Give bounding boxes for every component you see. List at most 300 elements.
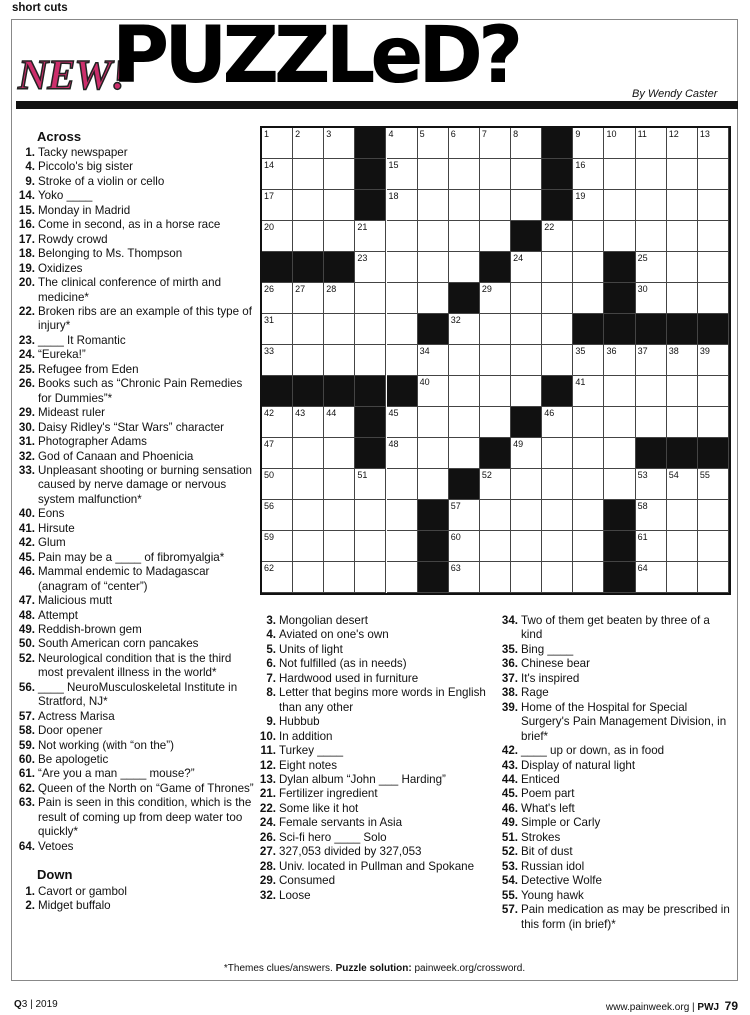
clue-number: 51.	[501, 830, 518, 844]
clue-number: 52.	[501, 845, 518, 859]
grid-cell[interactable]	[387, 500, 418, 531]
grid-cell[interactable]	[604, 407, 635, 438]
cell-number: 61	[637, 532, 648, 542]
cell-number: 50	[264, 470, 275, 480]
clue-text: Oxidizes	[38, 261, 83, 275]
down-clues-col-3	[494, 614, 734, 932]
grid-cell[interactable]	[418, 221, 449, 252]
clue-number: 12.	[259, 758, 276, 772]
grid-cell[interactable]	[293, 159, 324, 190]
grid-cell[interactable]	[542, 221, 573, 252]
grid-cell[interactable]	[449, 531, 480, 562]
grid-cell[interactable]	[387, 128, 418, 159]
grid-cell[interactable]	[418, 438, 449, 469]
grid-cell[interactable]	[324, 159, 355, 190]
grid-cell[interactable]	[262, 159, 293, 190]
down-clue	[494, 787, 734, 801]
clue-text: ____ NeuroMusculoskeletal Institute in Stratford, NJ*	[38, 680, 238, 709]
grid-cell[interactable]	[418, 376, 449, 407]
grid-cell[interactable]	[449, 252, 480, 283]
grid-cell[interactable]	[480, 562, 511, 593]
grid-cell[interactable]	[293, 531, 324, 562]
grid-cell[interactable]	[698, 531, 729, 562]
grid-block	[636, 314, 667, 345]
clue-number: 57.	[18, 709, 35, 723]
grid-cell[interactable]	[387, 190, 418, 221]
clue-number: 29.	[259, 874, 276, 888]
grid-cell[interactable]	[480, 314, 511, 345]
cell-number: 3	[326, 129, 332, 139]
footer-url: www.painweek.org |	[605, 1002, 695, 1013]
grid-cell[interactable]	[511, 252, 542, 283]
grid-cell[interactable]	[262, 190, 293, 221]
clue-number: 20.	[18, 276, 35, 290]
grid-cell[interactable]	[262, 562, 293, 593]
grid-block	[449, 283, 480, 314]
grid-cell[interactable]	[418, 252, 449, 283]
grid-cell[interactable]	[324, 314, 355, 345]
grid-cell[interactable]	[324, 128, 355, 159]
grid-cell[interactable]	[542, 314, 573, 345]
grid-cell[interactable]	[542, 562, 573, 593]
grid-cell[interactable]	[636, 221, 667, 252]
grid-cell[interactable]	[262, 469, 293, 500]
grid-cell[interactable]	[387, 314, 418, 345]
grid-cell[interactable]	[293, 190, 324, 221]
cell-number: 12	[668, 129, 679, 139]
grid-cell[interactable]	[293, 221, 324, 252]
cell-number: 43	[295, 408, 306, 418]
grid-cell[interactable]	[418, 469, 449, 500]
grid-cell[interactable]	[667, 469, 698, 500]
grid-block	[418, 314, 449, 345]
across-clue	[11, 146, 256, 160]
clue-number: 61.	[18, 767, 35, 781]
grid-cell[interactable]	[573, 438, 604, 469]
clue-text: Chinese bear	[521, 657, 590, 671]
grid-cell[interactable]	[262, 407, 293, 438]
grid-cell[interactable]	[636, 407, 667, 438]
clue-text: Bit of dust	[521, 845, 573, 859]
clue-number: 55.	[501, 888, 518, 902]
grid-cell[interactable]	[480, 283, 511, 314]
clue-text: Neurological condition that is the third most prevalent illness in the world*	[38, 651, 232, 680]
cell-number: 36	[606, 346, 617, 356]
grid-cell[interactable]	[542, 345, 573, 376]
grid-cell[interactable]	[604, 221, 635, 252]
grid-block	[698, 314, 729, 345]
grid-cell[interactable]	[542, 252, 573, 283]
grid-cell[interactable]	[573, 562, 604, 593]
grid-cell[interactable]	[355, 345, 386, 376]
grid-cell[interactable]	[667, 128, 698, 159]
down-clue	[494, 614, 734, 643]
grid-cell[interactable]	[698, 283, 729, 314]
grid-cell[interactable]	[324, 345, 355, 376]
grid-block	[604, 252, 635, 283]
grid-cell[interactable]	[262, 531, 293, 562]
clue-text: Female servants in Asia	[279, 816, 403, 830]
grid-cell[interactable]	[604, 376, 635, 407]
across-clue	[11, 406, 256, 420]
grid-cell[interactable]	[698, 221, 729, 252]
grid-cell[interactable]	[698, 376, 729, 407]
grid-cell[interactable]	[387, 221, 418, 252]
clue-text: The clinical conference of mirth and medicine*	[38, 276, 222, 304]
grid-cell[interactable]	[698, 407, 729, 438]
grid-cell[interactable]	[387, 345, 418, 376]
clue-text: Loose	[279, 888, 311, 902]
across-clue	[11, 739, 256, 753]
grid-cell[interactable]	[262, 128, 293, 159]
across-clue	[11, 710, 256, 724]
grid-cell[interactable]	[480, 376, 511, 407]
grid-cell[interactable]	[698, 562, 729, 593]
grid-cell[interactable]	[293, 500, 324, 531]
grid-cell[interactable]	[511, 159, 542, 190]
grid-cell[interactable]	[636, 469, 667, 500]
grid-cell[interactable]	[480, 221, 511, 252]
cell-number: 15	[388, 160, 399, 170]
grid-cell[interactable]	[542, 469, 573, 500]
grid-cell[interactable]	[449, 159, 480, 190]
grid-cell[interactable]	[698, 128, 729, 159]
grid-cell[interactable]	[511, 314, 542, 345]
down-clue	[494, 860, 734, 874]
clue-number: 11.	[260, 744, 276, 758]
grid-cell[interactable]	[511, 500, 542, 531]
grid-cell[interactable]	[480, 128, 511, 159]
grid-cell[interactable]	[418, 345, 449, 376]
grid-cell[interactable]	[667, 500, 698, 531]
grid-cell[interactable]	[387, 562, 418, 593]
down-clue	[252, 773, 496, 787]
across-clue	[11, 377, 256, 406]
grid-cell[interactable]	[573, 469, 604, 500]
across-clue	[11, 334, 256, 348]
cell-number: 17	[264, 191, 275, 201]
grid-cell[interactable]	[604, 159, 635, 190]
grid-cell[interactable]	[573, 128, 604, 159]
grid-cell[interactable]	[573, 221, 604, 252]
clue-number: 28.	[259, 859, 276, 873]
grid-cell[interactable]	[511, 438, 542, 469]
down-clue	[494, 657, 734, 671]
grid-cell[interactable]	[636, 128, 667, 159]
clue-number: 63.	[18, 796, 35, 810]
grid-cell[interactable]	[449, 345, 480, 376]
grid-cell[interactable]	[573, 252, 604, 283]
cell-number: 13	[699, 129, 710, 139]
clue-number: 9.	[25, 174, 35, 188]
cell-number: 46	[544, 408, 555, 418]
grid-cell[interactable]	[573, 190, 604, 221]
grid-cell[interactable]	[293, 128, 324, 159]
down-clue	[494, 802, 734, 816]
clue-text: Midget buffalo	[38, 899, 111, 913]
across-clue	[11, 305, 256, 334]
grid-cell[interactable]	[636, 159, 667, 190]
grid-block	[604, 500, 635, 531]
cell-number: 49	[513, 439, 524, 449]
grid-cell[interactable]	[511, 283, 542, 314]
grid-cell[interactable]	[698, 190, 729, 221]
grid-cell[interactable]	[355, 562, 386, 593]
grid-cell[interactable]	[324, 438, 355, 469]
clue-number: 2.	[25, 899, 35, 913]
grid-cell[interactable]	[542, 283, 573, 314]
down-clue	[252, 874, 496, 888]
grid-cell[interactable]	[262, 283, 293, 314]
clue-number: 50.	[18, 637, 35, 651]
down-clue	[494, 889, 734, 903]
cell-number: 11	[637, 129, 647, 139]
grid-cell[interactable]	[418, 159, 449, 190]
grid-cell[interactable]	[542, 438, 573, 469]
grid-cell[interactable]	[667, 252, 698, 283]
grid-block	[293, 376, 324, 407]
grid-cell[interactable]	[604, 438, 635, 469]
grid-cell[interactable]	[293, 407, 324, 438]
grid-cell[interactable]	[355, 314, 386, 345]
grid-cell[interactable]	[573, 531, 604, 562]
grid-cell[interactable]	[418, 407, 449, 438]
clue-number: 53.	[501, 859, 518, 873]
grid-cell[interactable]	[324, 190, 355, 221]
grid-cell[interactable]	[262, 314, 293, 345]
grid-cell[interactable]	[604, 469, 635, 500]
across-clue	[11, 218, 256, 232]
grid-cell[interactable]	[698, 345, 729, 376]
across-clue	[11, 363, 256, 377]
grid-cell[interactable]	[355, 252, 386, 283]
grid-cell[interactable]	[511, 562, 542, 593]
down-clues-col-2	[252, 614, 496, 903]
clue-number: 34.	[501, 614, 518, 627]
grid-cell[interactable]	[667, 376, 698, 407]
grid-cell[interactable]	[511, 128, 542, 159]
grid-cell[interactable]	[324, 407, 355, 438]
grid-cell[interactable]	[293, 469, 324, 500]
grid-cell[interactable]	[480, 345, 511, 376]
grid-cell[interactable]	[511, 531, 542, 562]
grid-block	[355, 190, 386, 221]
clue-text: Refugee from Eden	[38, 362, 139, 376]
grid-cell[interactable]	[667, 159, 698, 190]
grid-cell[interactable]	[355, 500, 386, 531]
footnote	[11, 963, 738, 974]
grid-cell[interactable]	[542, 407, 573, 438]
grid-cell[interactable]	[262, 221, 293, 252]
clue-text: Dylan album “John ___ Harding”	[279, 772, 446, 786]
clue-number: 47.	[18, 594, 35, 608]
grid-cell[interactable]	[636, 345, 667, 376]
grid-cell[interactable]	[667, 345, 698, 376]
grid-cell[interactable]	[511, 376, 542, 407]
down-clue	[252, 686, 496, 715]
grid-cell[interactable]	[573, 345, 604, 376]
title-rule	[16, 101, 738, 109]
grid-cell[interactable]	[667, 562, 698, 593]
grid-cell[interactable]	[698, 500, 729, 531]
grid-cell[interactable]	[293, 562, 324, 593]
grid-cell[interactable]	[511, 190, 542, 221]
grid-cell[interactable]	[480, 407, 511, 438]
grid-cell[interactable]	[636, 190, 667, 221]
grid-cell[interactable]	[573, 283, 604, 314]
clue-text: Two of them get beaten by three of a kind	[521, 614, 710, 642]
grid-cell[interactable]	[511, 345, 542, 376]
clue-number: 27.	[259, 845, 276, 859]
grid-cell[interactable]	[387, 283, 418, 314]
clue-number: 33.	[18, 463, 35, 477]
grid-block	[604, 283, 635, 314]
grid-cell[interactable]	[604, 345, 635, 376]
grid-cell[interactable]	[262, 345, 293, 376]
grid-cell[interactable]	[355, 221, 386, 252]
grid-cell[interactable]	[355, 469, 386, 500]
down-clue	[494, 643, 734, 657]
clue-text: Mammal endemic to Madagascar (anagram of “center”)	[38, 565, 210, 593]
grid-cell[interactable]	[293, 283, 324, 314]
grid-cell[interactable]	[449, 128, 480, 159]
grid-cell[interactable]	[324, 562, 355, 593]
grid-cell[interactable]	[355, 531, 386, 562]
grid-cell[interactable]	[573, 407, 604, 438]
cell-number: 64	[637, 563, 648, 573]
grid-cell[interactable]	[636, 500, 667, 531]
grid-cell[interactable]	[387, 469, 418, 500]
down-clue	[252, 802, 496, 816]
grid-cell[interactable]	[449, 221, 480, 252]
grid-cell[interactable]	[449, 314, 480, 345]
clue-number: 42.	[501, 744, 518, 758]
grid-cell[interactable]	[542, 531, 573, 562]
grid-cell[interactable]	[324, 500, 355, 531]
grid-block	[604, 562, 635, 593]
grid-cell[interactable]	[324, 283, 355, 314]
clue-number: 26.	[18, 377, 35, 391]
grid-cell[interactable]	[480, 500, 511, 531]
down-clue	[252, 730, 496, 744]
down-clue	[252, 831, 496, 845]
grid-cell[interactable]	[324, 531, 355, 562]
grid-cell[interactable]	[636, 283, 667, 314]
grid-cell[interactable]	[449, 407, 480, 438]
grid-cell[interactable]	[636, 531, 667, 562]
clue-number: 52.	[18, 651, 35, 665]
clue-number: 26.	[259, 830, 276, 844]
across-clue	[11, 522, 256, 536]
grid-cell[interactable]	[293, 314, 324, 345]
clue-number: 7.	[266, 671, 276, 685]
grid-cell[interactable]	[262, 438, 293, 469]
cell-number: 34	[419, 346, 430, 356]
grid-block	[542, 190, 573, 221]
clue-number: 32.	[18, 449, 35, 463]
grid-cell[interactable]	[573, 500, 604, 531]
grid-cell[interactable]	[698, 469, 729, 500]
grid-cell[interactable]	[387, 252, 418, 283]
grid-block	[542, 128, 573, 159]
across-clue	[11, 348, 256, 362]
grid-cell[interactable]	[667, 531, 698, 562]
grid-cell[interactable]	[698, 159, 729, 190]
grid-cell[interactable]	[480, 469, 511, 500]
grid-cell[interactable]	[449, 500, 480, 531]
grid-cell[interactable]	[449, 190, 480, 221]
clue-text: Monday in Madrid	[38, 203, 131, 217]
grid-cell[interactable]	[511, 469, 542, 500]
grid-cell[interactable]	[636, 562, 667, 593]
grid-cell[interactable]	[667, 283, 698, 314]
grid-cell[interactable]	[542, 500, 573, 531]
grid-cell[interactable]	[604, 128, 635, 159]
clue-number: 8.	[266, 686, 276, 700]
cell-number: 25	[637, 253, 648, 263]
clue-number: 48.	[18, 608, 35, 622]
clue-text: Stroke of a violin or cello	[38, 174, 165, 188]
grid-cell[interactable]	[387, 407, 418, 438]
grid-cell[interactable]	[324, 221, 355, 252]
clue-number: 35.	[501, 642, 518, 656]
grid-cell[interactable]	[667, 190, 698, 221]
cell-number: 22	[544, 222, 555, 232]
clue-text: In addition	[279, 729, 333, 743]
grid-cell[interactable]	[449, 562, 480, 593]
grid-cell[interactable]	[355, 283, 386, 314]
grid-cell[interactable]	[324, 469, 355, 500]
grid-cell[interactable]	[667, 407, 698, 438]
clue-number: 22.	[259, 801, 276, 815]
grid-cell[interactable]	[480, 531, 511, 562]
grid-cell[interactable]	[480, 190, 511, 221]
grid-cell[interactable]	[262, 500, 293, 531]
grid-block	[573, 314, 604, 345]
page-number: 79	[724, 999, 738, 1013]
grid-cell[interactable]	[480, 159, 511, 190]
grid-cell[interactable]	[293, 438, 324, 469]
grid-cell[interactable]	[418, 128, 449, 159]
cell-number: 18	[388, 191, 399, 201]
cell-number: 41	[575, 377, 586, 387]
grid-cell[interactable]	[636, 252, 667, 283]
clue-text: Daisy Ridley's “Star Wars” character	[38, 420, 225, 434]
clue-number: 22.	[18, 304, 35, 318]
cell-number: 20	[264, 222, 275, 232]
grid-cell[interactable]	[573, 159, 604, 190]
grid-cell[interactable]	[449, 438, 480, 469]
grid-cell[interactable]	[293, 345, 324, 376]
grid-cell[interactable]	[449, 376, 480, 407]
grid-cell[interactable]	[573, 376, 604, 407]
grid-cell[interactable]	[604, 190, 635, 221]
grid-cell[interactable]	[667, 221, 698, 252]
grid-cell[interactable]	[418, 190, 449, 221]
clue-number: 36.	[501, 657, 518, 671]
grid-cell[interactable]	[698, 252, 729, 283]
grid-cell[interactable]	[636, 376, 667, 407]
clue-text: Poem part	[521, 787, 575, 801]
grid-cell[interactable]	[387, 159, 418, 190]
grid-cell[interactable]	[387, 438, 418, 469]
clue-number: 30.	[18, 420, 35, 434]
clue-number: 46.	[501, 801, 518, 815]
grid-block	[387, 376, 418, 407]
grid-cell[interactable]	[387, 531, 418, 562]
grid-block	[667, 438, 698, 469]
grid-cell[interactable]	[418, 283, 449, 314]
